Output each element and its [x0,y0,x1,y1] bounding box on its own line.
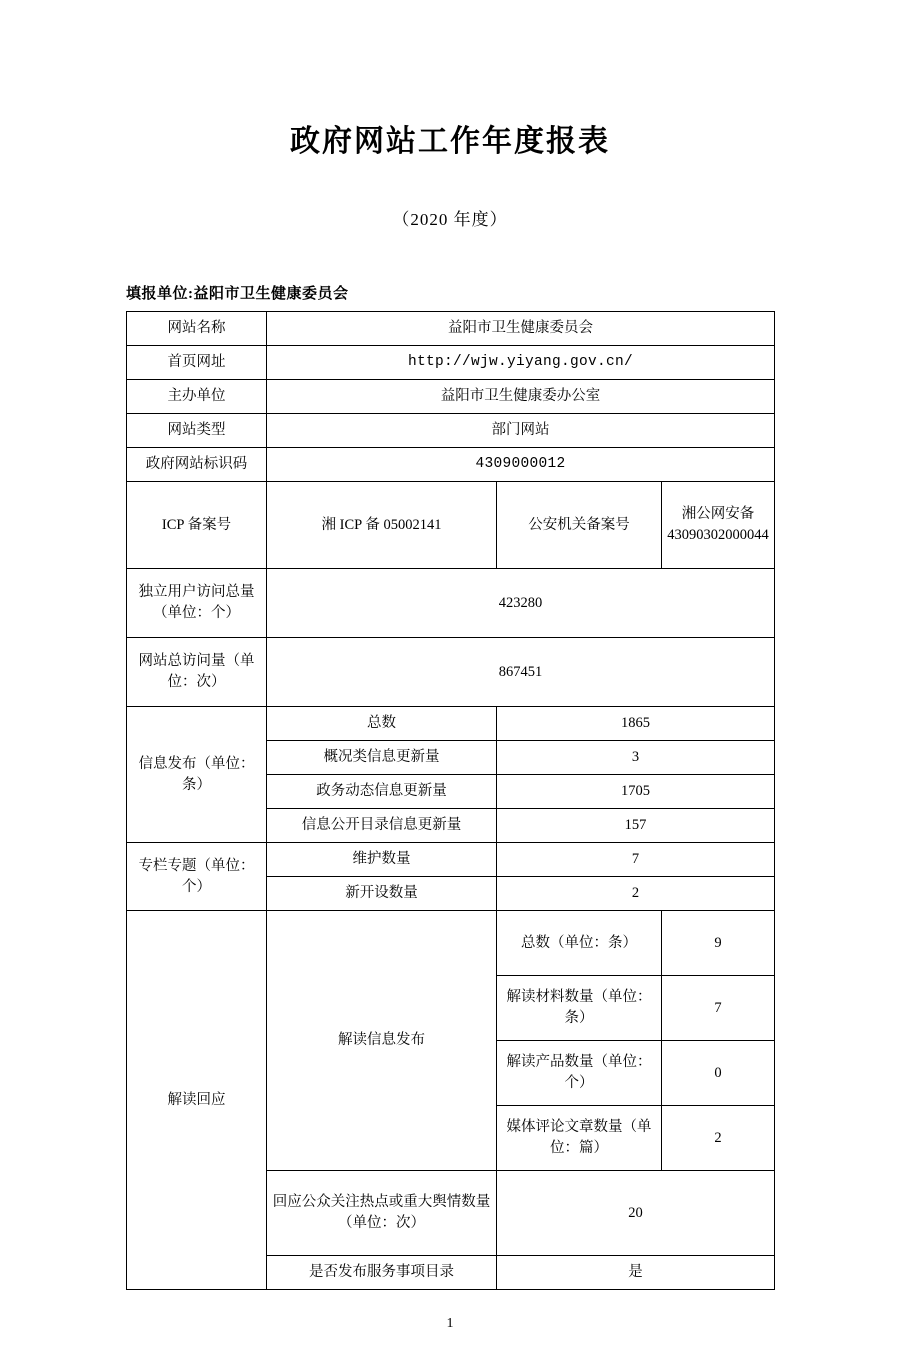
filler-unit-label: 填报单位:益阳市卫生健康委员会 [126,286,349,302]
site-code-value: 4309000012 [267,448,775,482]
interpret-item-name: 总数（单位：条） [497,911,662,976]
site-type-value: 部门网站 [267,414,775,448]
hotspot-value: 20 [497,1171,775,1256]
interpret-item-name: 解读材料数量（单位：条） [497,976,662,1041]
table-row [127,707,775,741]
table-row [127,843,775,877]
info-release-item-name: 总数 [267,707,497,741]
site-type-label: 网站类型 [127,414,267,448]
unique-visitors-value: 423280 [267,569,775,638]
icp-value: 湘 ICP 备 05002141 [267,482,497,569]
interpret-item-value: 9 [662,911,775,976]
service-catalog-label: 是否发布服务事项目录 [267,1256,497,1290]
info-release-label: 信息发布（单位：条） [127,707,267,843]
info-release-item-value: 1705 [497,775,775,809]
column-topic-item-name: 维护数量 [267,843,497,877]
total-visits-label: 网站总访问量（单位：次） [127,638,267,707]
hotspot-label: 回应公众关注热点或重大舆情数量（单位：次） [267,1171,497,1256]
interpret-item-value: 0 [662,1041,775,1106]
info-release-item-name: 信息公开目录信息更新量 [267,809,497,843]
column-topic-item-value: 7 [497,843,775,877]
homepage-value: http://wjw.yiyang.gov.cn/ [267,346,775,380]
interpret-item-name: 解读产品数量（单位：个） [497,1041,662,1106]
interpret-item-value: 2 [662,1106,775,1171]
organizer-label: 主办单位 [127,380,267,414]
site-name-label: 网站名称 [127,312,267,346]
table-row [127,482,775,569]
service-catalog-value: 是 [497,1256,775,1290]
total-visits-value: 867451 [267,638,775,707]
table-row [127,414,775,448]
police-record-value: 湘公网安备 43090302000044 [662,482,775,569]
unique-visitors-label: 独立用户访问总量（单位：个） [127,569,267,638]
table-row [127,312,775,346]
police-record-label: 公安机关备案号 [497,482,662,569]
table-row [127,638,775,707]
interpret-response-label: 解读回应 [127,911,267,1290]
interpret-item-value: 7 [662,976,775,1041]
annual-report-table [126,311,775,1290]
interpret-release-label: 解读信息发布 [267,911,497,1171]
table-row [127,448,775,482]
homepage-label: 首页网址 [127,346,267,380]
organizer-value: 益阳市卫生健康委办公室 [267,380,775,414]
info-release-item-name: 政务动态信息更新量 [267,775,497,809]
column-topic-label: 专栏专题（单位：个） [127,843,267,911]
site-code-label: 政府网站标识码 [127,448,267,482]
column-topic-item-name: 新开设数量 [267,877,497,911]
table-row [127,569,775,638]
info-release-item-value: 3 [497,741,775,775]
info-release-item-value: 1865 [497,707,775,741]
table-row [127,380,775,414]
page-subtitle: （2020 年度） [392,210,508,229]
interpret-item-name: 媒体评论文章数量（单位：篇） [497,1106,662,1171]
icp-label: ICP 备案号 [127,482,267,569]
page-title: 政府网站工作年度报表 [290,124,610,159]
site-name-value: 益阳市卫生健康委员会 [267,312,775,346]
table-row [127,346,775,380]
info-release-item-name: 概况类信息更新量 [267,741,497,775]
column-topic-item-value: 2 [497,877,775,911]
page-number: 1 [446,1316,454,1332]
info-release-item-value: 157 [497,809,775,843]
table-row [127,911,775,976]
